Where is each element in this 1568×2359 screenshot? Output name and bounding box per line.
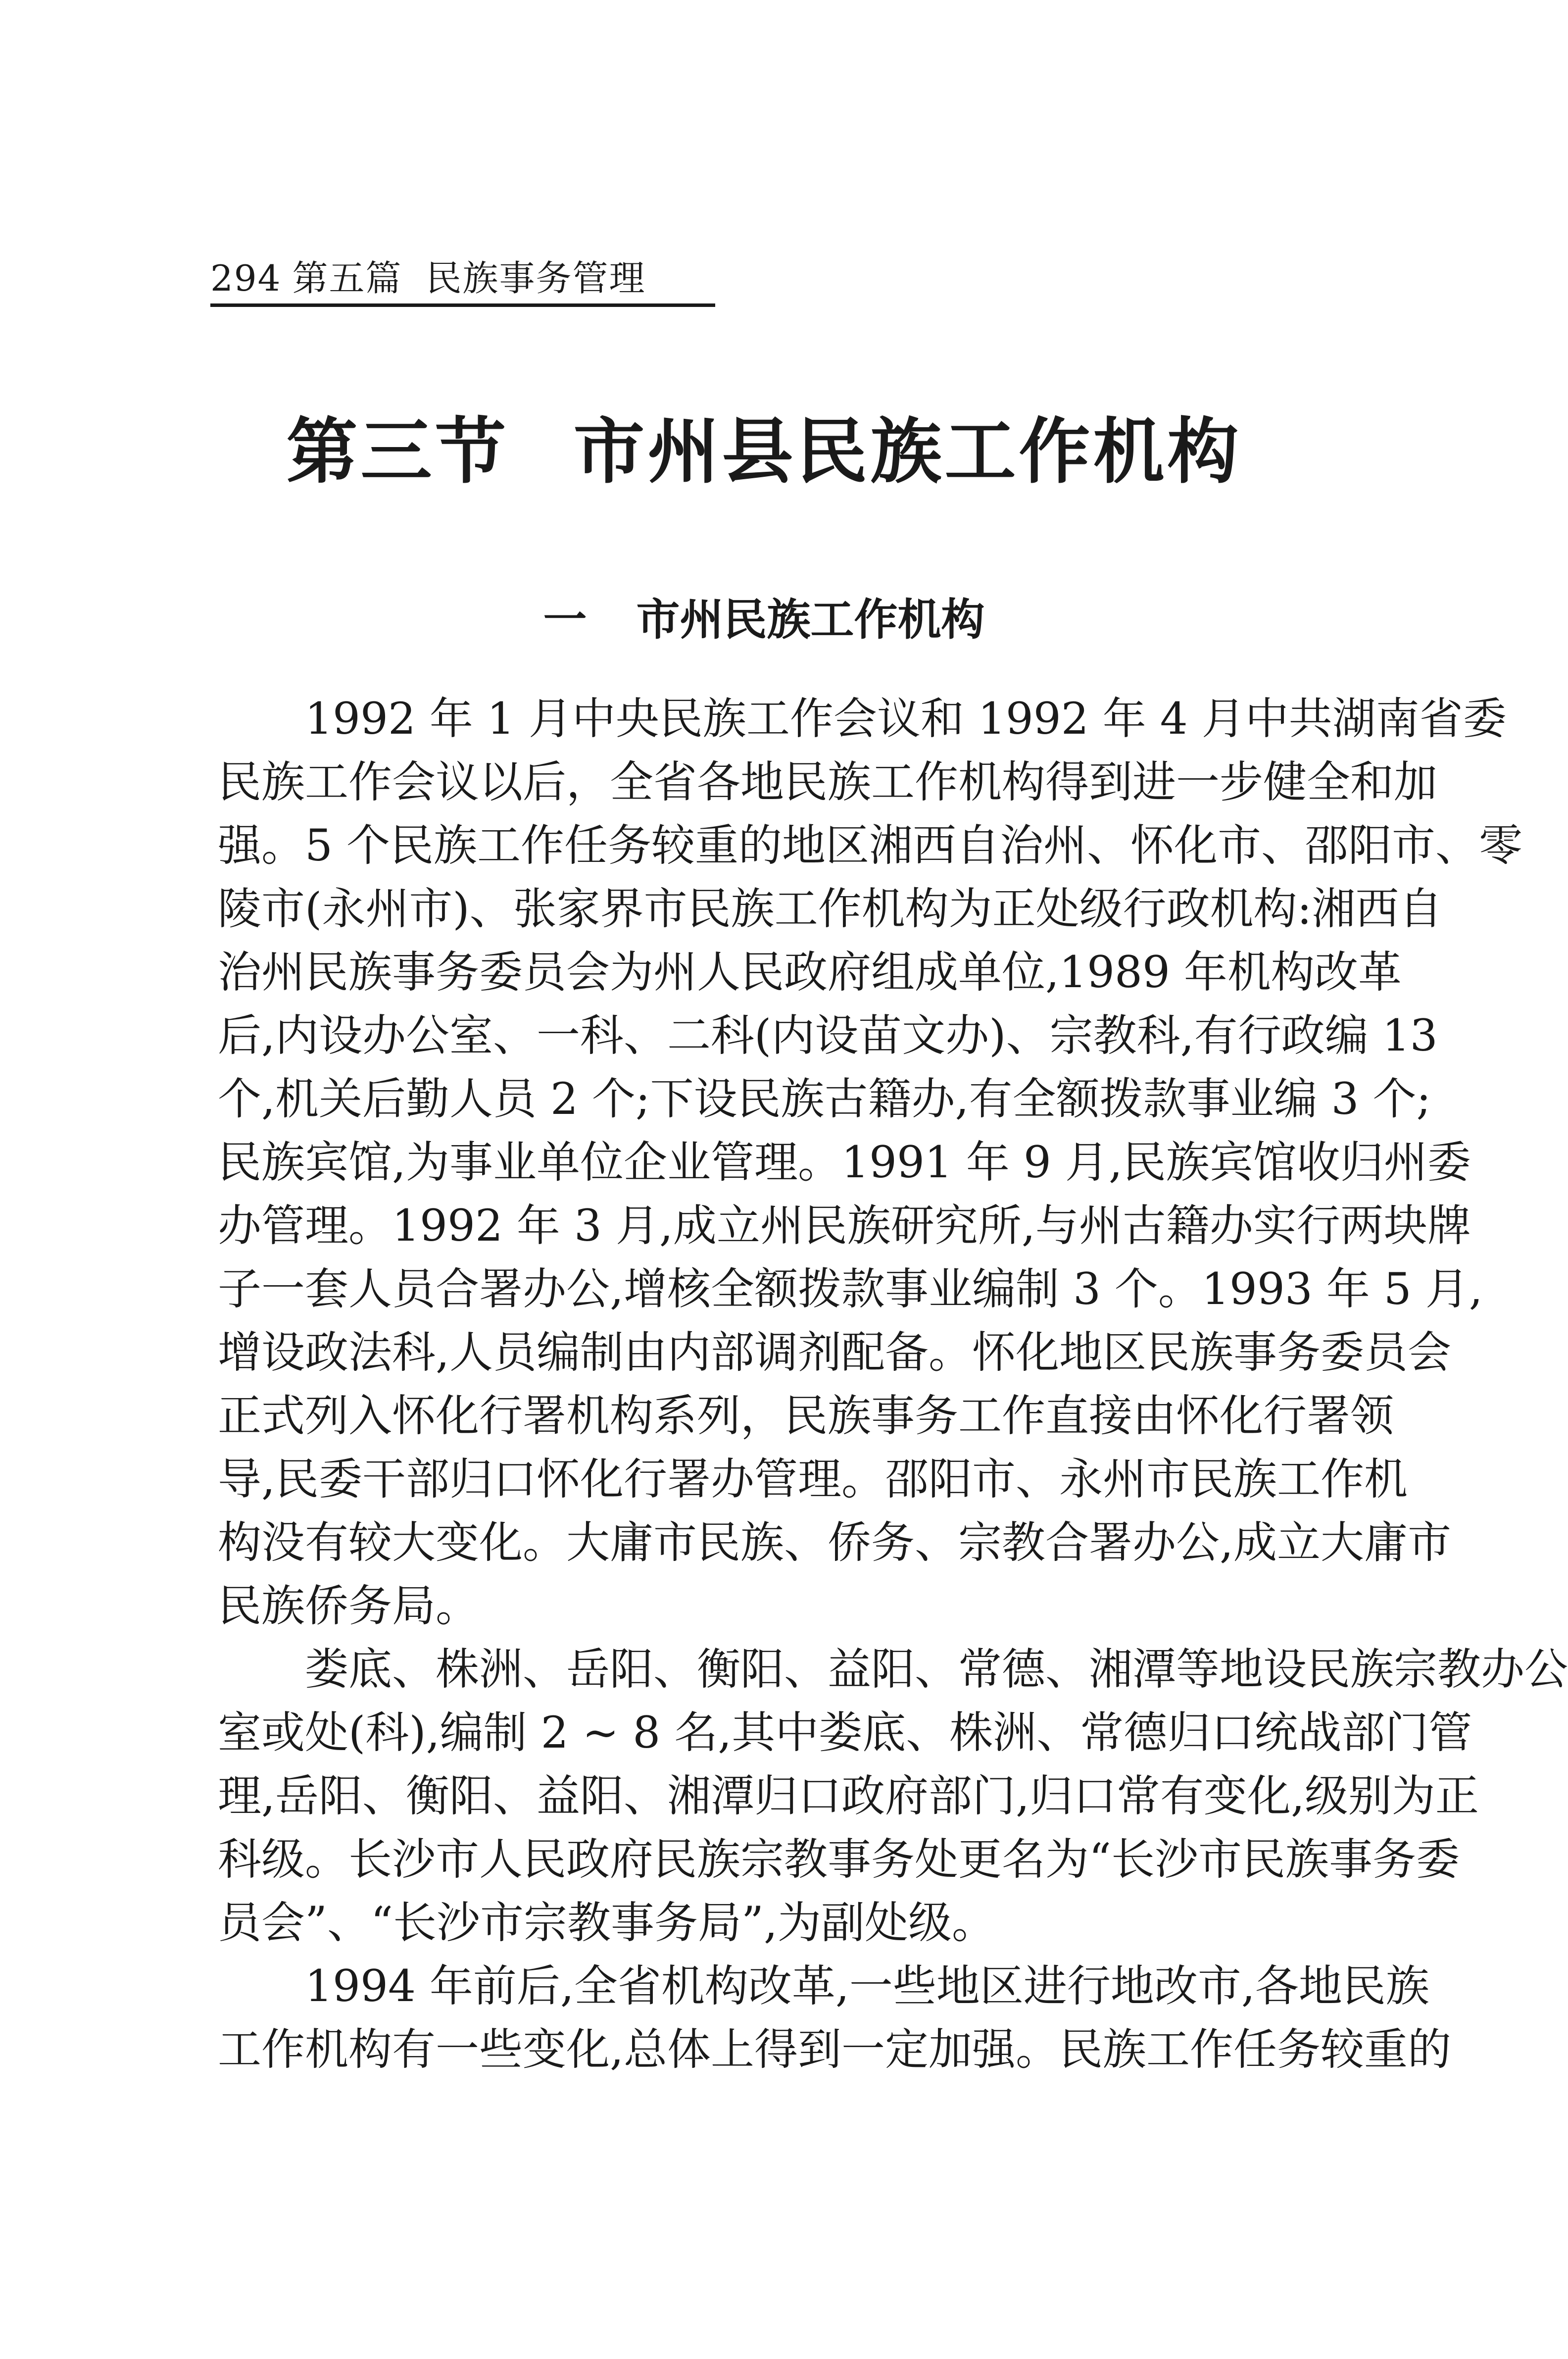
text-line: 理,岳阳、衡阳、益阳、湘潭归口政府部门,归口常有变化,级别为正 (218, 1770, 1479, 1821)
subsection-number: 一 (543, 594, 587, 645)
text-line: 办管理。1992 年 3 月,成立州民族研究所,与州古籍办实行两块牌 (218, 1200, 1471, 1251)
text-line: 室或处(科),编制 2 ~ 8 名,其中娄底、株洲、常德归口统战部门管 (218, 1707, 1472, 1758)
text-line: 治州民族事务委员会为州人民政府组成单位,1989 年机构改革 (218, 947, 1402, 998)
text-line: 增设政法科,人员编制由内部调剂配备。怀化地区民族事务委员会 (218, 1327, 1451, 1378)
running-head-text (210, 257, 646, 299)
text-line: 强。5 个民族工作任务较重的地区湘西自治州、怀化市、邵阳市、零 (218, 820, 1522, 871)
part-subject: 民族事务管理 (426, 257, 646, 299)
text-line: 民族工作会议以后，全省各地民族工作机构得到进一步健全和加 (218, 756, 1438, 807)
section-name: 市州县民族工作机构 (573, 409, 1242, 493)
text-line: 1994 年前后,全省机构改革,一些地区进行地改市,各地民族 (305, 1960, 1429, 2011)
text-line: 个,机关后勤人员 2 个;下设民族古籍办,有全额拨款事业编 3 个; (218, 1073, 1431, 1124)
header-rule (210, 303, 715, 307)
text-line: 1992 年 1 月中央民族工作会议和 1992 年 4 月中共湖南省委 (305, 693, 1507, 744)
text-line: 民族宾馆,为事业单位企业管理。1991 年 9 月,民族宾馆收归州委 (218, 1137, 1471, 1188)
text-line: 子一套人员合署办公,增核全额拨款事业编制 3 个。1993 年 5 月, (218, 1263, 1483, 1314)
part-title: 第五篇 (292, 257, 402, 299)
running-head (210, 248, 715, 307)
section-title (0, 409, 1528, 493)
section-number: 第三节 (286, 409, 509, 493)
page-number: 294 (210, 257, 282, 299)
subsection-title (0, 594, 1528, 645)
text-line: 陵市(永州市)、张家界市民族工作机构为正处级行政机构:湘西自 (218, 883, 1443, 934)
text-line: 民族侨务局。 (218, 1580, 480, 1631)
text-line: 科级。长沙市人民政府民族宗教事务处更名为“长沙市民族事务委 (218, 1834, 1460, 1885)
body-text (218, 687, 1568, 2081)
text-line: 导,民委干部归口怀化行署办管理。邵阳市、永州市民族工作机 (218, 1454, 1408, 1505)
text-line: 后,内设办公室、一科、二科(内设苗文办)、宗教科,有行政编 13 (218, 1010, 1438, 1061)
text-line: 工作机构有一些变化,总体上得到一定加强。民族工作任务较重的 (218, 2024, 1451, 2075)
subsection-name: 市州民族工作机构 (636, 594, 985, 645)
text-line: 员会”、“长沙市宗教事务局”,为副处级。 (218, 1897, 995, 1948)
text-line: 娄底、株洲、岳阳、衡阳、益阳、常德、湘潭等地设民族宗教办公 (305, 1644, 1568, 1695)
text-line: 构没有较大变化。大庸市民族、侨务、宗教合署办公,成立大庸市 (218, 1517, 1451, 1568)
text-line: 正式列入怀化行署机构系列，民族事务工作直接由怀化行署领 (218, 1390, 1394, 1441)
